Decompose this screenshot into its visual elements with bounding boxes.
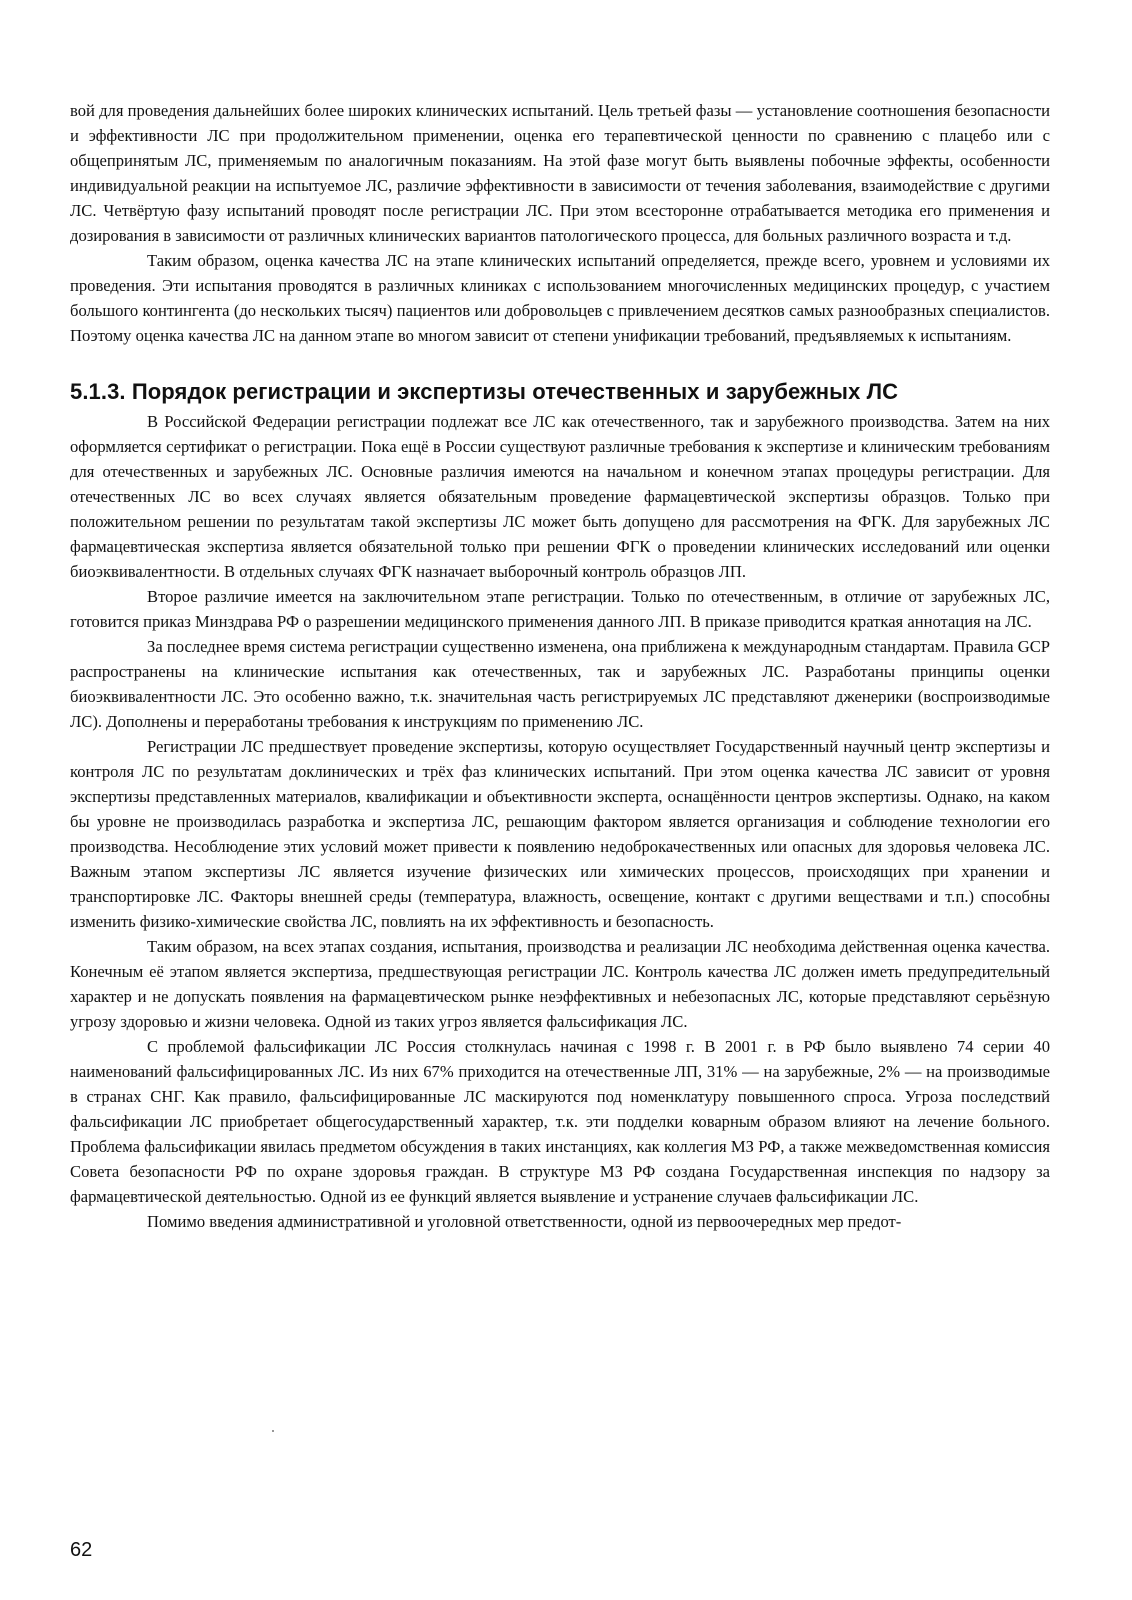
scan-speck [272,1430,274,1432]
paragraph: Таким образом, на всех этапах создания, испытания, производства и реализации ЛС необходима действенная оценка качества. Конечным её этапом является экспертиза, предшествующая регистрации ЛС. Контроль качества ЛС должен иметь предупредительный характер и не допускать появления на фармацевтическом рынке неэффективных и небезопасных ЛС, которые представляют серьёзную угрозу здоровью и жизни человека. Одной из таких угроз является фальсификация ЛС. [70,937,1050,1031]
paragraph: С проблемой фальсификации ЛС Россия столкнулась начиная с 1998 г. В 2001 г. в РФ было выявлено 74 серии 40 наименований фальсифицированных ЛС. Из них 67% приходится на отечественные ЛП, 31% — на зарубежные, 2% — на производимые в странах СНГ. Как правило, фальсифицированные ЛС маскируются под номенклатуру повышенного спроса. Угроза последствий фальсификации ЛС приобретает общегосударственный характер, т.к. эти подделки коварным образом влияют на лечение больного. Проблема фальсификации явилась предметом обсуждения в таких инстанциях, как коллегия МЗ РФ, а также межведомственная комиссия Совета безопасности РФ по охране здоровья граждан. В структуре МЗ РФ создана Государственная инспекция по надзору за фармацевтической деятельностью. Одной из ее функций является выявление и устранение случаев фальсификации ЛС. [70,1037,1050,1206]
paragraph: В Российской Федерации регистрации подлежат все ЛС как отечественного, так и зарубежного производства. Затем на них оформляется сертификат о регистрации. Пока ещё в России существуют различные требования к экспертизе и клиническим требованиям для отечественных и зарубежных ЛС. Основные различия имеются на начальном и конечном этапах процедуры регистрации. Для отечественных ЛС во всех случаях является обязательным проведение фармацевтической экспертизы образцов. Только при положительном решении по результатам такой экспертизы ЛС может быть допущено для рассмотрения на ФГК. Для зарубежных ЛС фармацевтическая экспертиза является обязательной только при решении ФГК о проведении клинических исследований или оценки биоэквивалентности. В отдельных случаях ФГК назначает выборочный контроль образцов ЛП. [70,412,1050,581]
paragraph-continued: вой для проведения дальнейших более широких клинических испытаний. Цель третьей фазы — установление соотношения безопасности и эффективности ЛС при продолжительном применении, оценка его терапевтической ценности по сравнению с плацебо или с общепринятым ЛС, применяемым по аналогичным показаниям. На этой фазе могут быть выявлены побочные эффекты, особенности индивидуальной реакции на испытуемое ЛС, различие эффективности в зависимости от течения заболевания, взаимодействие с другими ЛС. Четвёртую фазу испытаний проводят после регистрации ЛС. При этом всесторонне отрабатывается методика его применения и дозирования в зависимости от различных клинических вариантов патологического процесса, для больных различного возраста и т.д. [70,101,1050,245]
section-heading: 5.1.3. Порядок регистрации и экспертизы отечественных и зарубежных ЛС [70,379,899,404]
page-number: 62 [70,1539,93,1561]
paragraph-truncated: Помимо введения административной и уголовной ответственности, одной из первоочередных мер предот- [147,1212,902,1231]
page-body [70,98,1050,1234]
paragraph: Второе различие имеется на заключительном этапе регистрации. Только по отечественным, в отличие от зарубежных ЛС, готовится приказ Минздрава РФ о разрешении медицинского применения данного ЛП. В приказе приводится краткая аннотация на ЛС. [70,587,1050,631]
paragraph: За последнее время система регистрации существенно изменена, она приближена к международным стандартам. Правила GCP распространены на клинические испытания как отечественных, так и зарубежных ЛС. Разработаны принципы оценки биоэквивалентности ЛС. Это особенно важно, т.к. значительная часть регистрируемых ЛС представляют дженерики (воспроизводимые ЛС). Дополнены и переработаны требования к инструкциям по применению ЛС. [70,637,1050,731]
paragraph: Таким образом, оценка качества ЛС на этапе клинических испытаний определяется, прежде всего, уровнем и условиями их проведения. Эти испытания проводятся в различных клиниках с использованием многочисленных медицинских процедур, с участием большого контингента (до нескольких тысяч) пациентов или добровольцев с привлечением десятков самых разнообразных специалистов. Поэтому оценка качества ЛС на данном этапе во многом зависит от степени унификации требований, предъявляемых к испытаниям. [70,251,1050,345]
paragraph: Регистрации ЛС предшествует проведение экспертизы, которую осуществляет Государственный научный центр экспертизы и контроля ЛС по результатам доклинических и трёх фаз клинических испытаний. При этом оценка качества ЛС зависит от уровня экспертизы представленных материалов, квалификации и объективности эксперта, оснащённости центров экспертизы. Однако, на каком бы уровне не производилась разработка и экспертиза ЛС, решающим фактором является организация и соблюдение технологии его производства. Несоблюдение этих условий может привести к появлению недоброкачественных или опасных для здоровья человека ЛС. Важным этапом экспертизы ЛС является изучение физических или химических процессов, происходящих при хранении и транспортировке ЛС. Факторы внешней среды (температура, влажность, освещение, контакт с другими веществами и т.п.) способны изменить физико-химические свойства ЛС, повлиять на их эффективность и безопасность. [70,737,1050,931]
